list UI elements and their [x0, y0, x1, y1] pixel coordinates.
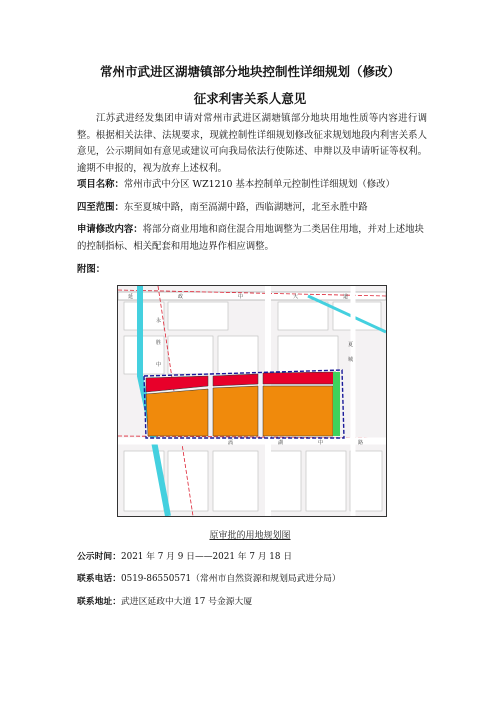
commercial-parcel-3 [263, 372, 336, 384]
svg-text:夏: 夏 [348, 342, 354, 348]
svg-text:胜: 胜 [156, 340, 162, 346]
address-row [77, 594, 252, 607]
intro-paragraph: 江苏武进经发集团申请对常州市武进区湖塘镇部分地块用地性质等内容进行调整。根据相关法律、法规要求，现就控制性详细规划修改征求规划地段内利害关系人意见，公示期间如有意见或建议可向我局依法行使陈述、申辩以及申请听证等权利。逾期不申报的，视为放弃上述权利。 [77, 113, 427, 174]
svg-text:城: 城 [348, 357, 354, 363]
project-name-label: 项目名称： [77, 179, 124, 190]
attachment-row [77, 262, 427, 279]
phone-label: 联系电话： [77, 574, 121, 584]
boundary-value: 东至夏城中路，南至滆湖中路，西临湖塘河，北至永胜中路 [123, 202, 368, 213]
svg-text:路: 路 [358, 440, 364, 446]
svg-text:中: 中 [156, 362, 162, 368]
content-value: 将部分商业用地和商住混合用地调整为二类居住用地，并对上述地块的控制指标、相关配套和用地边界作相应调整。 [77, 224, 424, 252]
attachment-label: 附图： [77, 264, 106, 275]
green-strip [333, 372, 340, 436]
svg-text:政: 政 [178, 294, 184, 300]
mixed-parcel-2 [213, 386, 258, 436]
publicity-time-value: 2021 年 7 月 9 日——2021 年 7 月 18 日 [121, 552, 293, 562]
svg-text:道: 道 [343, 294, 349, 300]
content-label: 申请修改内容： [77, 224, 143, 235]
phone-value: 0519-86550571（常州市自然资源和规划局武进分局） [121, 574, 341, 584]
mixed-parcel-1 [146, 389, 208, 436]
project-name-row [77, 177, 427, 194]
svg-text:湖: 湖 [278, 440, 284, 446]
svg-text:滆: 滆 [228, 440, 234, 446]
address-label: 联系地址： [77, 597, 121, 607]
boundary-label: 四至范围： [77, 202, 124, 213]
svg-text:延: 延 [128, 294, 134, 300]
land-use-map-svg [118, 286, 386, 516]
document-subtitle: 征求利害关系人意见 [193, 91, 307, 106]
mixed-parcel-3 [263, 386, 333, 436]
publicity-time-label: 公示时间： [77, 552, 121, 562]
address-value: 武进区延政中大道 17 号金源大厦 [121, 597, 253, 607]
svg-text:中: 中 [318, 440, 324, 446]
boundary-row [77, 200, 427, 217]
commercial-parcel-2 [213, 374, 258, 386]
document-title: 常州市武进区湖塘镇部分地块控制性详细规划（修改） [99, 64, 400, 79]
map-caption: 原审批的用地规划图 [209, 531, 291, 541]
land-use-map [117, 285, 387, 517]
svg-text:大: 大 [293, 294, 299, 300]
svg-text:永: 永 [156, 318, 162, 324]
publicity-time-row [77, 549, 292, 562]
svg-text:中: 中 [238, 294, 244, 300]
phone-row [77, 571, 341, 584]
content-row [77, 222, 427, 255]
project-name-value: 常州市武中分区 WZ1210 基本控制单元控制性详细规划（修改） [123, 179, 395, 190]
